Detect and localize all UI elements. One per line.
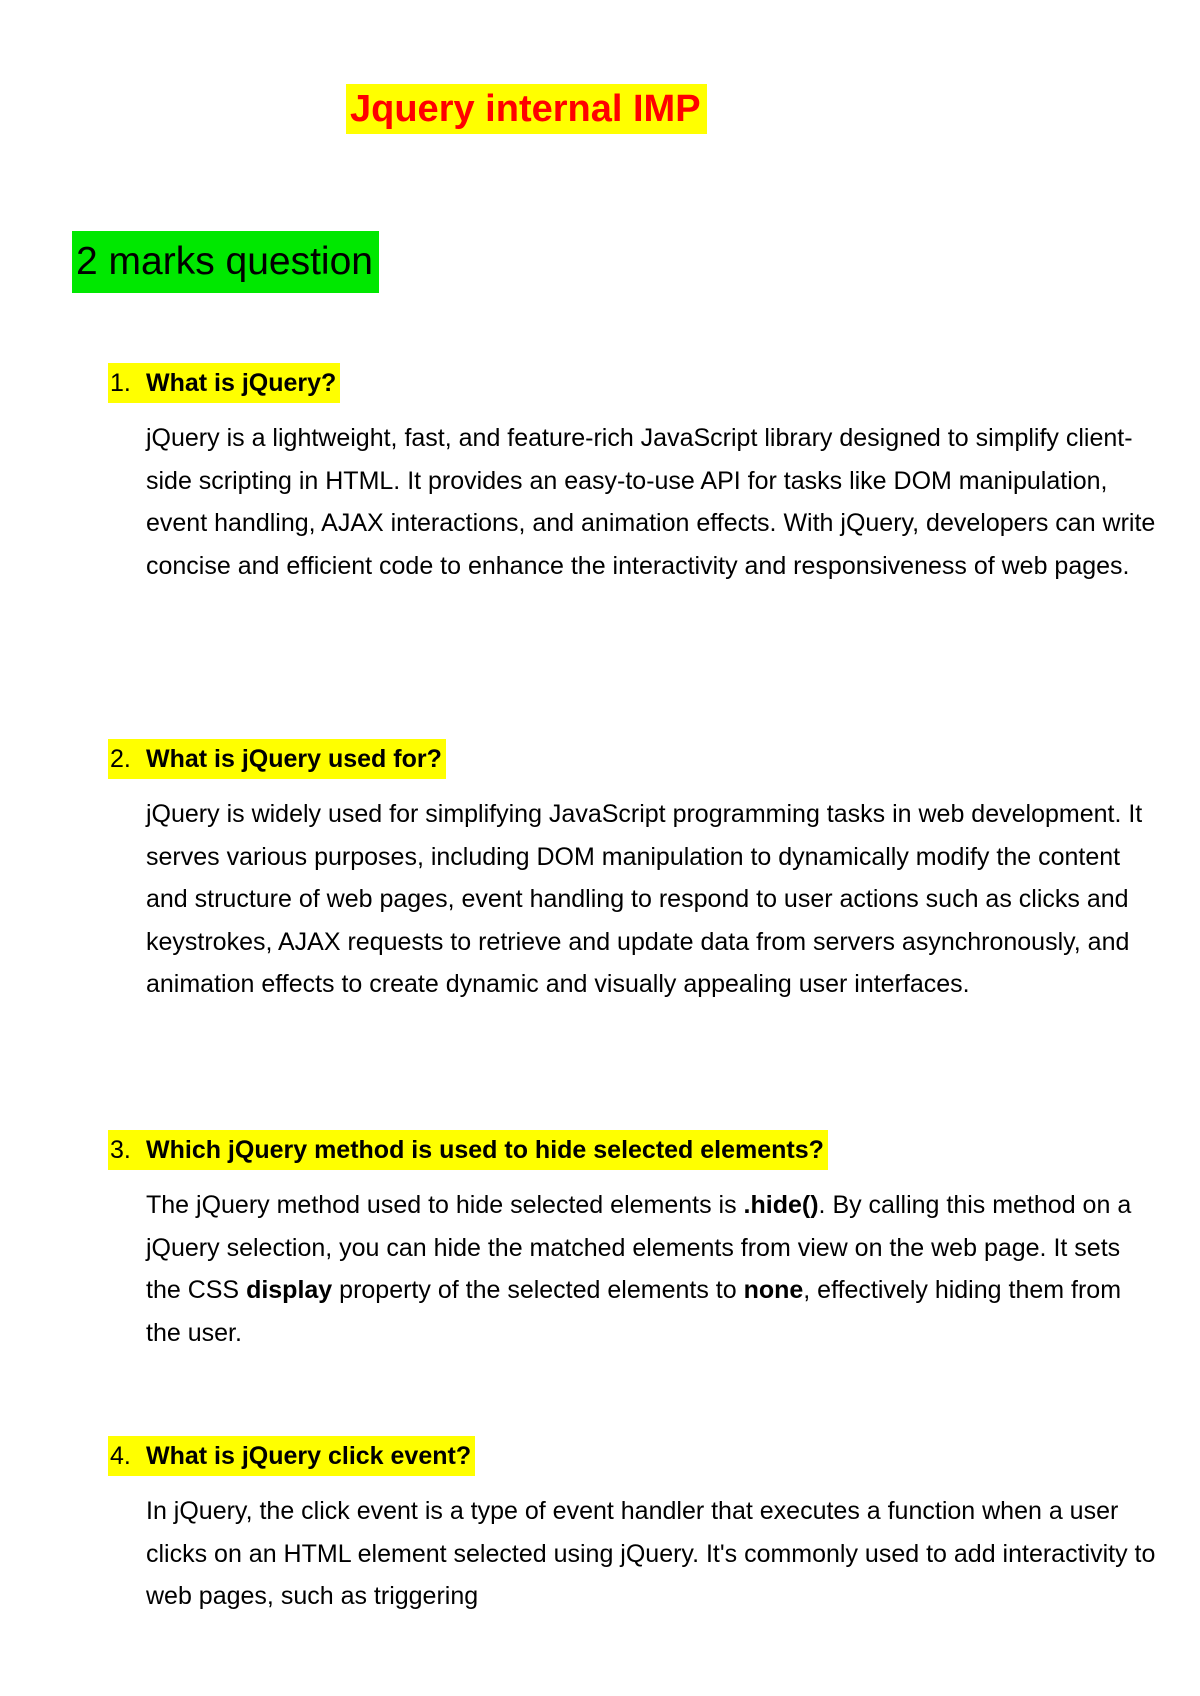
question-heading (108, 1130, 1148, 1170)
question-block-1 (108, 363, 1156, 587)
document-title: Jquery internal IMP (346, 84, 707, 134)
answer-text-part: The jQuery method used to hide selected elements is (146, 1191, 744, 1219)
answer-text: jQuery is a lightweight, fast, and feature-rich JavaScript library designed to simplify client-side scripting in HTML. It provides an easy-to-use API for tasks like DOM manipulation, event handling, AJAX interactions, and animation effects. With jQuery, developers can write concise and efficient code to enhance the interactivity and responsiveness of web pages. (146, 424, 1156, 580)
question-text: What is jQuery? (146, 369, 337, 397)
question-highlight (108, 1436, 475, 1476)
code-display-property: display (246, 1276, 333, 1305)
question-number: 1. (110, 369, 131, 397)
code-none-value: none (743, 1276, 804, 1305)
question-highlight (108, 1130, 828, 1170)
question-heading (108, 363, 1148, 403)
answer-text (146, 1184, 1156, 1354)
question-text: Which jQuery method is used to hide selected elements? (146, 1136, 824, 1164)
question-heading (108, 1436, 1148, 1476)
answer-text-part: property of the selected elements to (332, 1276, 744, 1305)
code-hide-method: .hide() (743, 1191, 819, 1219)
question-heading (108, 739, 1148, 779)
question-block-2 (108, 739, 1148, 1006)
question-number: 3. (110, 1136, 131, 1164)
question-number: 4. (110, 1442, 131, 1470)
question-highlight (108, 739, 446, 779)
answer-text: In jQuery, the click event is a type of event handler that executes a function when a user clicks on an HTML element selected using jQuery. It's commonly used to add interactivity to web pages, such as triggering (146, 1497, 1156, 1611)
question-text: What is jQuery used for? (146, 745, 442, 773)
question-block-4 (108, 1436, 1156, 1618)
answer-text-part: , effectively hiding them from the user. (146, 1276, 1122, 1347)
question-highlight (108, 363, 340, 403)
question-text: What is jQuery click event? (146, 1442, 472, 1470)
question-block-3 (108, 1130, 1148, 1354)
answer-text: jQuery is widely used for simplifying JavaScript programming tasks in web development. It serves various purposes, including DOM manipulation to dynamically modify the content and structure of web pages, event handling to respond to user actions such as clicks and keystrokes, AJAX requests to retrieve and update data from servers asynchronously, and animation effects to create dynamic and visually appealing user interfaces. (146, 800, 1143, 999)
question-number: 2. (110, 745, 131, 773)
answer-text-part: . By calling this method on a jQuery selection, you can hide the matched elements from view on the web page. It sets the CSS (146, 1191, 1132, 1305)
section-heading: 2 marks question (72, 231, 379, 293)
